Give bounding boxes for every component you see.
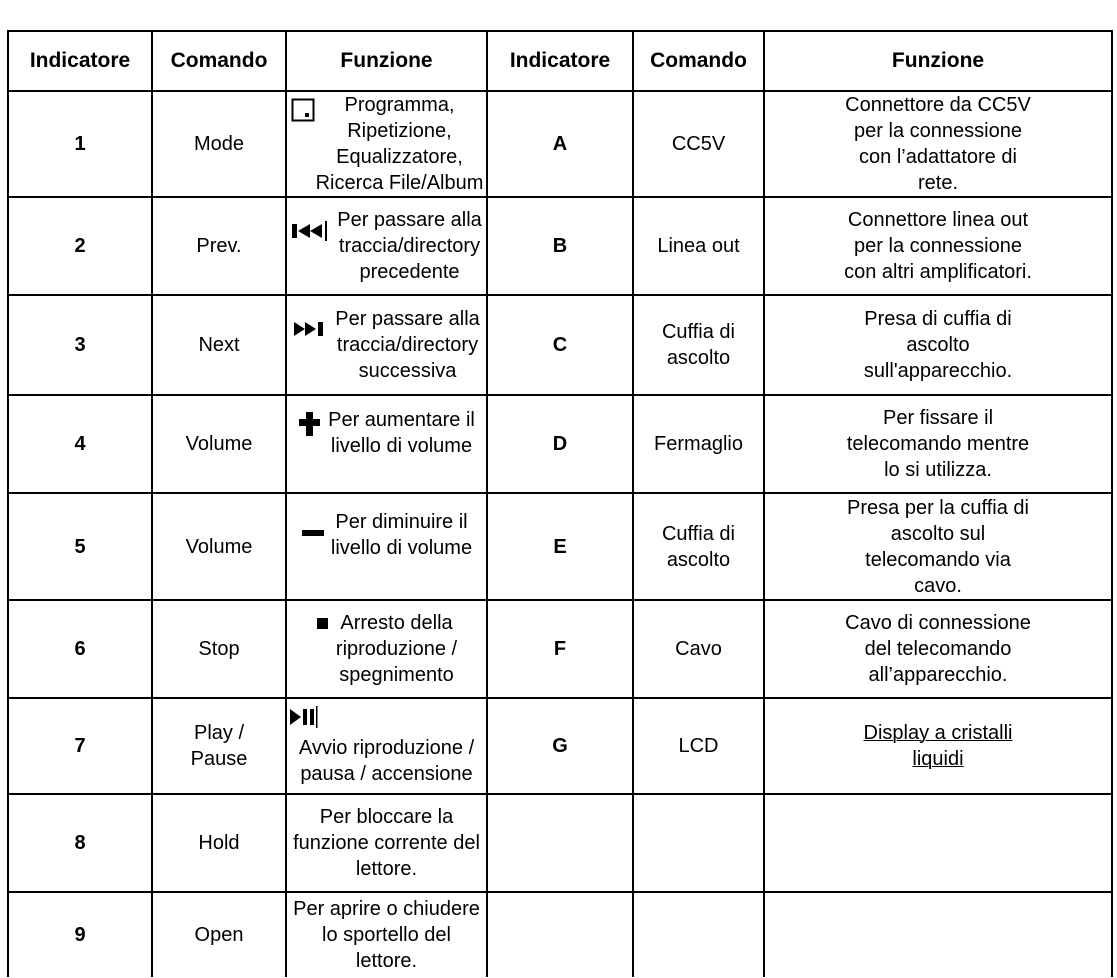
header-comando: Comando	[152, 31, 286, 91]
function-cell: Presa per la cuffia di ascolto sul telecomando via cavo.	[764, 493, 1112, 600]
function-cell	[286, 395, 487, 493]
function-text: Per passare alla traccia/directory precedente	[337, 209, 482, 283]
header-comando-2: Comando	[633, 31, 764, 91]
skip-forward-icon	[293, 318, 329, 344]
function-cell: Connettore linea out per la connessione con altri amplificatori.	[764, 197, 1112, 295]
table-row	[8, 295, 1112, 395]
command-cell: Stop	[152, 600, 286, 698]
function-cell: Per bloccare la funzione corrente del lettore.	[286, 794, 487, 892]
function-cell	[286, 295, 487, 395]
indicator-cell: 4	[8, 395, 152, 493]
table-row	[8, 698, 1112, 794]
function-cell	[286, 600, 487, 698]
header-funzione: Funzione	[286, 31, 487, 91]
command-cell: CC5V	[633, 91, 764, 197]
function-text: Per passare alla traccia/directory successiva	[335, 308, 480, 382]
indicator-cell: 3	[8, 295, 152, 395]
indicator-cell: A	[487, 91, 633, 197]
function-cell	[286, 698, 487, 794]
indicator-cell: D	[487, 395, 633, 493]
command-cell	[633, 794, 764, 892]
command-cell: Cuffia di ascolto	[633, 295, 764, 395]
command-cell: Open	[152, 892, 286, 977]
command-cell: Mode	[152, 91, 286, 197]
function-cell	[764, 794, 1112, 892]
command-cell: Volume	[152, 493, 286, 600]
function-text: Arresto della riproduzione / spegnimento	[335, 612, 458, 686]
function-text: Programma, Ripetizione, Equalizzatore, Ricerca File/Album	[315, 94, 484, 194]
plus-icon	[298, 410, 322, 445]
function-cell: Presa di cuffia di ascolto sull'apparecchio.	[764, 295, 1112, 395]
indicator-cell: 9	[8, 892, 152, 977]
table-row	[8, 395, 1112, 493]
indicator-cell: 2	[8, 197, 152, 295]
command-cell: Hold	[152, 794, 286, 892]
indicator-cell: F	[487, 600, 633, 698]
command-cell: Prev.	[152, 197, 286, 295]
indicator-cell: 8	[8, 794, 152, 892]
command-cell: Next	[152, 295, 286, 395]
table-row	[8, 493, 1112, 600]
indicator-cell: 5	[8, 493, 152, 600]
indicator-cell: E	[487, 493, 633, 600]
function-text: Avvio riproduzione / pausa / accensione	[298, 736, 475, 785]
function-cell	[764, 892, 1112, 977]
indicator-cell: C	[487, 295, 633, 395]
minus-icon	[301, 519, 325, 545]
table-row	[8, 892, 1112, 977]
table-row	[8, 794, 1112, 892]
command-cell	[633, 892, 764, 977]
header-funzione-2: Funzione	[764, 31, 1112, 91]
indicator-cell: 1	[8, 91, 152, 197]
function-cell	[286, 197, 487, 295]
table-row	[8, 197, 1112, 295]
play-pause-icon	[289, 706, 319, 735]
function-text: Per aumentare il livello di volume	[328, 409, 475, 457]
command-cell: Volume	[152, 395, 286, 493]
command-cell: Play / Pause	[152, 698, 286, 794]
function-text: Per diminuire il livello di volume	[330, 510, 473, 559]
command-cell: Linea out	[633, 197, 764, 295]
command-cell: Fermaglio	[633, 395, 764, 493]
function-cell: Per aprire o chiudere lo sportello del lettore.	[286, 892, 487, 977]
function-cell: Display a cristalli liquidi	[764, 698, 1112, 794]
header-row	[8, 31, 1112, 91]
function-cell	[286, 91, 487, 197]
function-cell: Cavo di connessione del telecomando all’apparecchio.	[764, 600, 1112, 698]
function-cell: Per fissare il telecomando mentre lo si utilizza.	[764, 395, 1112, 493]
mode-square-icon	[291, 98, 315, 129]
indicator-cell: 6	[8, 600, 152, 698]
table-row	[8, 91, 1112, 197]
function-cell: Connettore da CC5V per la connessione con l’adattatore di rete.	[764, 91, 1112, 197]
controls-reference-table	[7, 30, 1113, 977]
function-cell	[286, 493, 487, 600]
indicator-cell	[487, 892, 633, 977]
skip-back-icon	[291, 221, 331, 248]
indicator-cell	[487, 794, 633, 892]
command-cell: Cavo	[633, 600, 764, 698]
indicator-cell: 7	[8, 698, 152, 794]
header-indicatore: Indicatore	[8, 31, 152, 91]
indicator-cell: G	[487, 698, 633, 794]
table-row	[8, 600, 1112, 698]
command-cell: Cuffia di ascolto	[633, 493, 764, 600]
indicator-cell: B	[487, 197, 633, 295]
stop-icon	[316, 612, 330, 638]
header-indicatore-2: Indicatore	[487, 31, 633, 91]
command-cell: LCD	[633, 698, 764, 794]
